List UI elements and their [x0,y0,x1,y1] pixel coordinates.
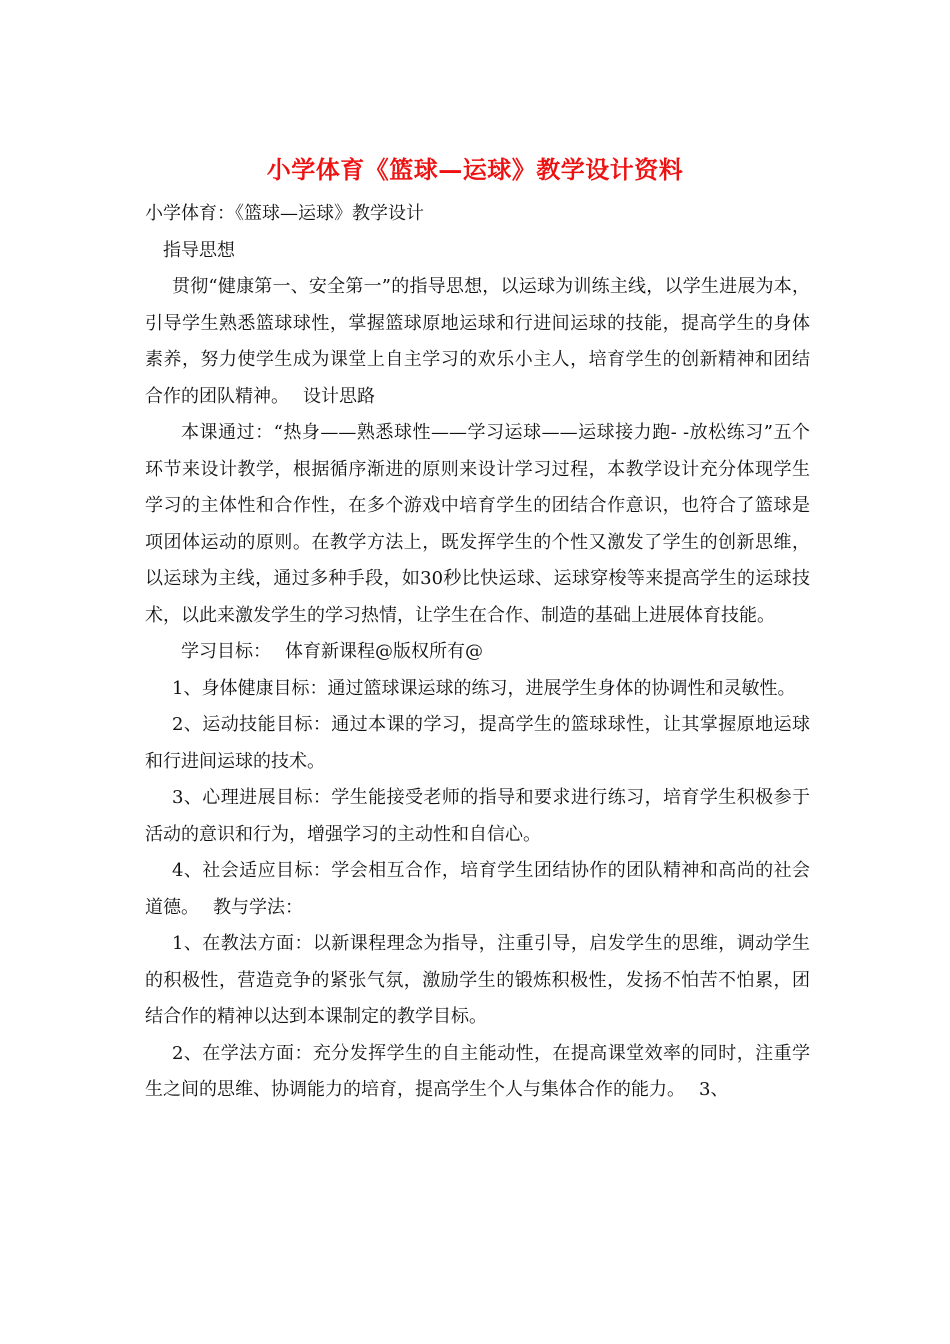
method-item-1: 1、在教法方面：以新课程理念为指导，注重引导，启发学生的思维，调动学生的积极性，营造竞争的紧张气氛，激励学生的锻炼积极性，发扬不怕苦不怕累，团结合作的精神以达到本课制定的教学目标。 [145,933,810,1027]
heading-goals [145,634,810,671]
document-subtitle: 小学体育：《篮球—运球》教学设计 [145,203,424,224]
method-item-2 [145,1036,810,1109]
heading-method: 教与学法： [213,896,303,918]
method-item-3-start: 3、 [699,1079,729,1100]
method-item-2-text: 2、在学法方面：充分发挥学生的自主能动性，在提高课堂效率的同时，注重学生之间的思维、协调能力的培育，提高学生个人与集体合作的能力。 [145,1042,810,1100]
document-title: 小学体育《篮球—运球》教学设计资料 [266,155,684,184]
document-body [145,196,810,1109]
goals-note: 体育新课程@版权所有@ [285,641,483,662]
paragraph-design: 本课通过：“热身——熟悉球性——学习运球——运球接力跑- -放松练习”五个环节来设计教学，根据循序渐进的原则来设计学习过程，本教学设计充分体现学生学习的主体性和合作性，在多个游戏中培育学生的团结合作意识，也符合了篮球是项团体运动的原则。在教学方法上，既发挥学生的个性又激发了学生的创新思维，以运球为主线，通过多种手段，如30秒比快运球、运球穿梭等来提高学生的运球技术，以此来激发学生的学习热情，让学生在合作、制造的基础上进展体育技能。 [145,422,810,626]
paragraph-guiding [145,269,810,415]
goal-item-2: 2、运动技能目标：通过本课的学习，提高学生的篮球球性，让其掌握原地运球和行进间运球的技术。 [145,714,810,772]
goal-item-1: 1、身体健康目标：通过篮球课运球的练习，进展学生身体的协调性和灵敏性。 [172,677,796,699]
goal-item-4 [145,853,810,926]
goal-item-4-text: 4、社会适应目标：学会相互合作，培育学生团结协作的团队精神和高尚的社会道德。 [145,860,810,918]
heading-guiding: 指导思想 [163,239,235,261]
heading-design: 设计思路 [303,385,375,407]
paragraph-guiding-text: 贯彻“健康第一、安全第一”的指导思想，以运球为训练主线，以学生进展为本，引导学生熟悉篮球球性，掌握篮球原地运球和行进间运球的技能，提高学生的身体素养，努力使学生成为课堂上自主学习的欢乐小主人，培育学生的创新精神和团结合作的团队精神。 [145,276,810,407]
goal-item-3: 3、心理进展目标：学生能接受老师的指导和要求进行练习，培育学生积极参于活动的意识和行为，增强学习的主动性和自信心。 [145,787,810,845]
heading-goals-label: 学习目标： [181,641,271,662]
